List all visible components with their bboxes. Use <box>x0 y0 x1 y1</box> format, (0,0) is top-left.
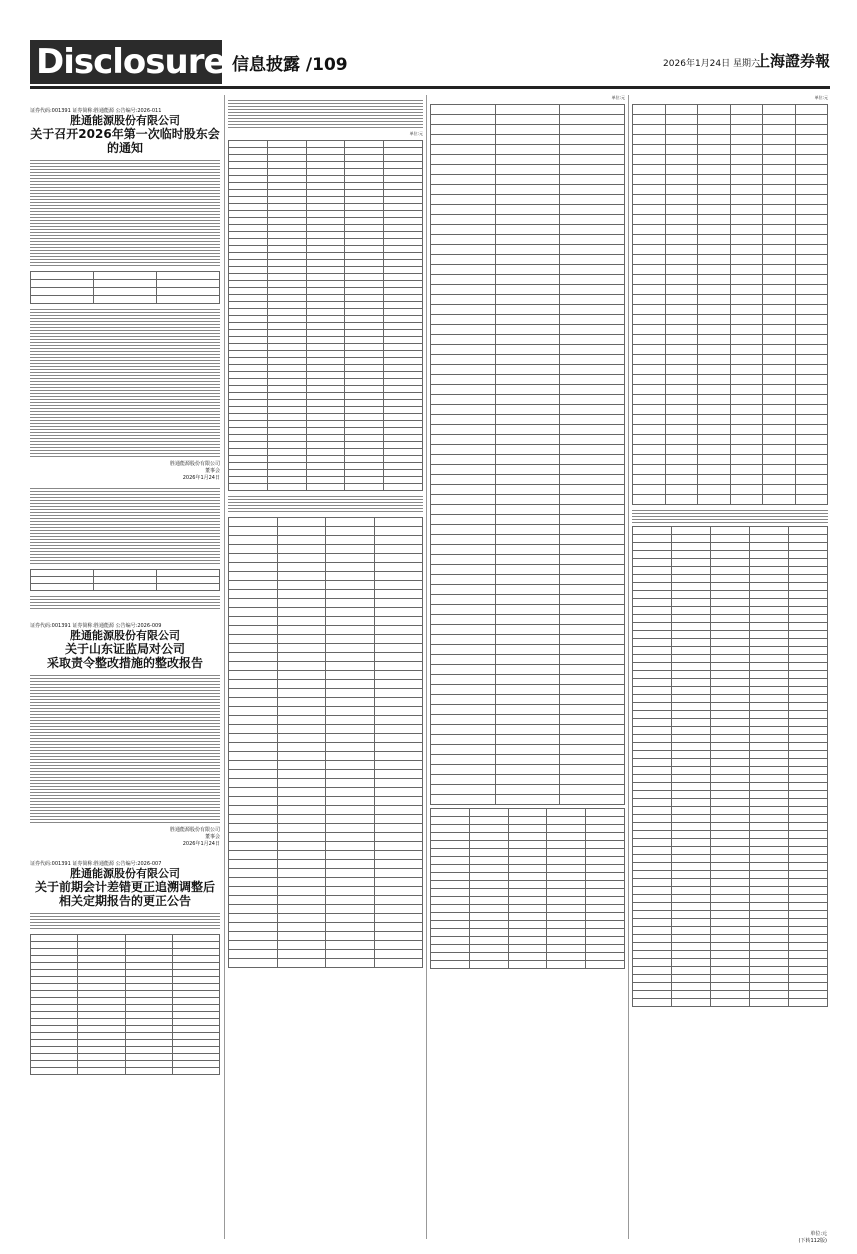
unit-label: 单位:元 <box>814 95 828 100</box>
company-name: 胜通能源股份有限公司 <box>70 629 180 642</box>
continuation-note <box>799 1230 827 1244</box>
footer-unit: 单位:元 <box>810 1231 827 1237</box>
column-1 <box>30 95 220 1239</box>
issue-date: 2026年1月24日 星期六 <box>663 59 760 69</box>
column-divider <box>628 95 629 1239</box>
attachment-text <box>30 486 220 566</box>
financial-table <box>30 934 220 1075</box>
sign-board: 董事会 <box>204 834 220 840</box>
financial-table <box>228 517 423 968</box>
notice-codes: 证券代码:001391 证券简称:胜通能源 公告编号:2026-011 <box>30 108 162 114</box>
brand-text: Disclosure <box>36 42 226 82</box>
body-text-block <box>228 98 423 128</box>
column-2 <box>228 95 423 1239</box>
notice-header-rectification <box>30 622 220 670</box>
body-text-block <box>30 911 220 931</box>
notice-codes: 证券代码:001391 证券简称:胜通能源 公告编号:2026-009 <box>30 623 162 629</box>
company-name: 胜通能源股份有限公司 <box>70 114 180 127</box>
equity-table <box>632 104 828 505</box>
paper-name: 上海證券報 <box>754 52 830 70</box>
section-title: 信息披露 /109 <box>232 55 348 75</box>
signature <box>30 461 220 482</box>
column-3 <box>430 95 625 1239</box>
notice-title: 相关定期报告的更正公告 <box>58 894 191 908</box>
sign-date: 2026年1月24日 <box>182 841 220 847</box>
signature <box>30 827 220 848</box>
sign-date: 2026年1月24日 <box>182 475 220 481</box>
masthead <box>30 40 830 89</box>
sign-company: 胜通能源股份有限公司 <box>169 461 220 467</box>
unit-label: 单位:元 <box>409 131 423 136</box>
column-divider <box>224 95 225 1239</box>
notice-header-correction <box>30 860 220 908</box>
unit-label: 单位:元 <box>611 95 625 100</box>
footer-continued: (下转112版) <box>798 1238 827 1244</box>
brand-logo <box>30 40 226 84</box>
proposal-table <box>30 271 220 304</box>
body-text-block <box>30 594 220 610</box>
financial-table <box>430 808 625 969</box>
financial-table <box>228 140 423 491</box>
column-4 <box>632 95 828 1239</box>
balance-sheet-table <box>430 104 625 805</box>
sign-board: 董事会 <box>204 468 220 474</box>
financial-table <box>632 526 828 1007</box>
column-divider <box>426 95 427 1239</box>
company-name: 胜通能源股份有限公司 <box>70 867 180 880</box>
vote-table <box>30 569 220 591</box>
notice-title: 关于召开2026年第一次临时股东会的通知 <box>30 127 220 155</box>
notice-title: 采取责令整改措施的整改报告 <box>46 656 203 670</box>
body-text-block <box>30 307 220 457</box>
notice-header-meeting <box>30 107 220 155</box>
body-text-block <box>228 494 423 514</box>
sign-company: 胜通能源股份有限公司 <box>169 827 220 833</box>
notice-codes: 证券代码:001391 证券简称:胜通能源 公告编号:2026-007 <box>30 861 162 867</box>
body-text-block <box>30 158 220 268</box>
notice-title: 关于山东证监局对公司 <box>64 642 185 656</box>
notice-title: 关于前期会计差错更正追溯调整后 <box>34 880 215 894</box>
body-text-block <box>632 508 828 523</box>
body-text-block <box>30 673 220 823</box>
